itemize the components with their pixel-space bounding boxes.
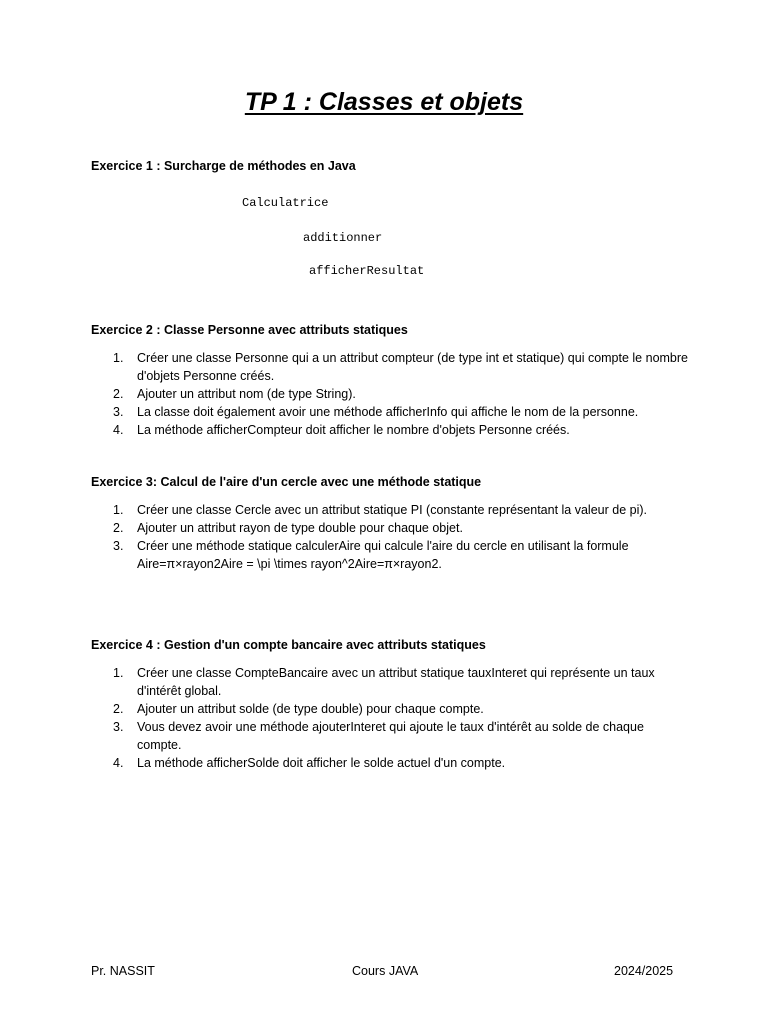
list-item-text: Créer une classe Personne qui a un attribut compteur (de type int et statique) qui compte le nombre d'objets Personne créés. xyxy=(137,351,688,383)
list-item-text: La méthode afficherSolde doit afficher le solde actuel d'un compte. xyxy=(137,756,506,770)
list-item xyxy=(91,349,691,385)
list-number: 2. xyxy=(113,521,124,535)
list-number: 2. xyxy=(113,702,124,716)
list-item-text: Créer une classe CompteBancaire avec un attribut statique tauxInteret qui représente un taux d'intérêt global. xyxy=(137,666,655,698)
list-number: 4. xyxy=(113,756,124,770)
exercise-2-list xyxy=(91,349,691,439)
list-number: 3. xyxy=(113,720,124,734)
list-item-text: Vous devez avoir une méthode ajouterInteret qui ajoute le taux d'intérêt au solde de chaque compte. xyxy=(137,720,644,752)
list-number: 3. xyxy=(113,405,124,419)
list-item xyxy=(91,537,691,573)
code-method-additionner: additionner xyxy=(303,231,383,245)
footer-course: Cours JAVA xyxy=(352,964,419,978)
list-item xyxy=(91,421,691,439)
list-item-text: Ajouter un attribut rayon de type double pour chaque objet. xyxy=(137,521,463,535)
list-item xyxy=(91,519,691,537)
list-number: 1. xyxy=(113,351,124,365)
list-item xyxy=(91,664,691,700)
list-item xyxy=(91,700,691,718)
list-number: 1. xyxy=(113,503,124,517)
list-item xyxy=(91,403,691,421)
list-item xyxy=(91,501,691,519)
page-title: TP 1 : Classes et objets xyxy=(244,88,524,116)
list-item-text: La méthode afficherCompteur doit afficher le nombre d'objets Personne créés. xyxy=(137,423,570,437)
exercise-1-heading: Exercice 1 : Surcharge de méthodes en Java xyxy=(91,159,356,173)
code-method-afficher-resultat: afficherResultat xyxy=(309,264,425,278)
list-item-text: Ajouter un attribut nom (de type String). xyxy=(137,387,356,401)
list-item xyxy=(91,718,691,754)
footer-author: Pr. NASSIT xyxy=(91,964,155,978)
list-item-text: Créer une méthode statique calculerAire qui calcule l'aire du cercle en utilisant la formule Aire=π×rayon2Aire = \pi \times rayon^2Aire=π×rayon2. xyxy=(137,539,629,571)
list-item xyxy=(91,754,691,772)
exercise-3-heading: Exercice 3: Calcul de l'aire d'un cercle avec une méthode statique xyxy=(91,475,482,489)
list-item xyxy=(91,385,691,403)
list-number: 3. xyxy=(113,539,124,553)
list-number: 2. xyxy=(113,387,124,401)
exercise-4-list xyxy=(91,664,691,772)
list-number: 1. xyxy=(113,666,124,680)
list-item-text: La classe doit également avoir une méthode afficherInfo qui affiche le nom de la personne. xyxy=(137,405,639,419)
exercise-3-list xyxy=(91,501,691,573)
list-number: 4. xyxy=(113,423,124,437)
list-item-text: Ajouter un attribut solde (de type double) pour chaque compte. xyxy=(137,702,484,716)
footer-year: 2024/2025 xyxy=(614,964,674,978)
exercise-4-heading: Exercice 4 : Gestion d'un compte bancaire avec attributs statiques xyxy=(91,638,486,652)
code-class-name: Calculatrice xyxy=(242,196,329,210)
list-item-text: Créer une classe Cercle avec un attribut statique PI (constante représentant la valeur de pi). xyxy=(137,503,647,517)
exercise-2-heading: Exercice 2 : Classe Personne avec attributs statiques xyxy=(91,323,408,337)
